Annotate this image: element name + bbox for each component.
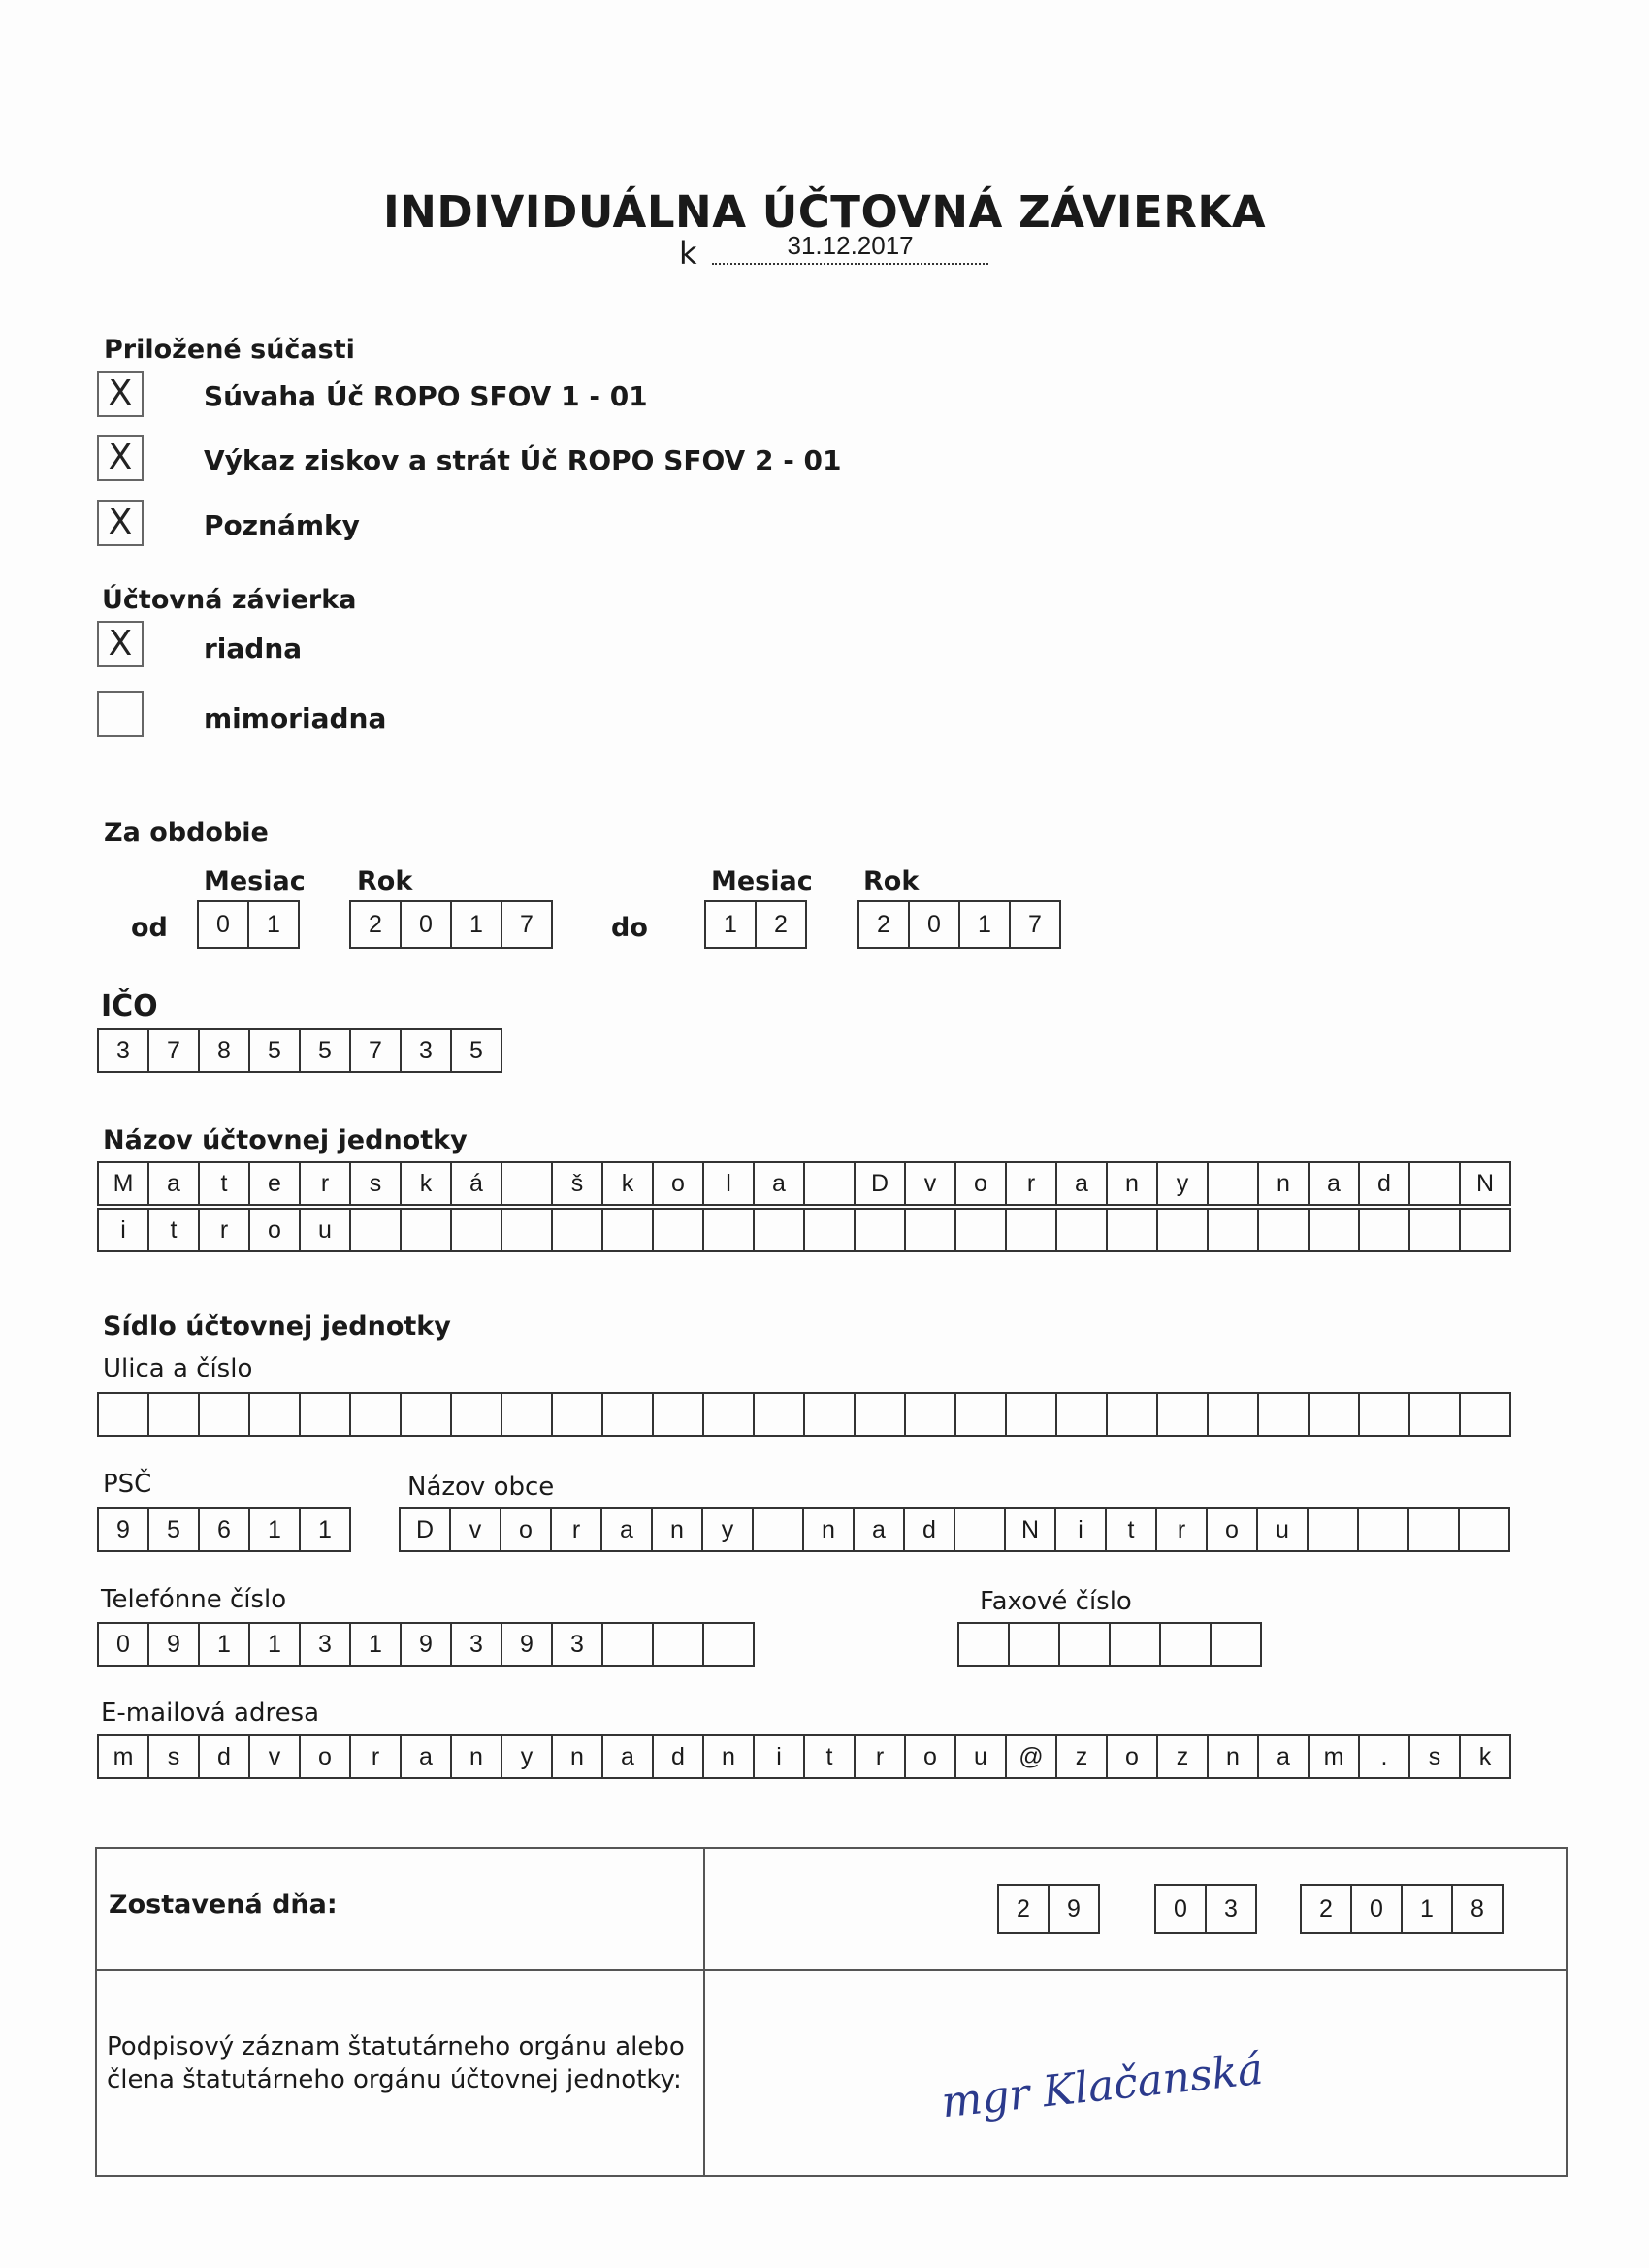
cell[interactable] — [803, 1161, 856, 1206]
attached-heading: Priložené súčasti — [104, 335, 355, 365]
cell[interactable] — [349, 1392, 402, 1437]
checkbox-extraordinary[interactable] — [97, 691, 144, 737]
handwritten-signature: mgr Klačanská — [939, 2044, 1266, 2128]
cell[interactable]: m — [97, 1734, 149, 1779]
cell[interactable] — [450, 1208, 502, 1252]
to-month-label: Mesiac — [711, 866, 813, 896]
email-label: E-mailová adresa — [101, 1699, 320, 1728]
cell[interactable] — [904, 1208, 956, 1252]
cell[interactable] — [400, 1392, 452, 1437]
cell[interactable] — [601, 1392, 654, 1437]
cell[interactable]: n — [802, 1507, 855, 1552]
cell[interactable] — [1109, 1622, 1161, 1667]
cell[interactable]: 1 — [198, 1622, 250, 1667]
cell[interactable] — [1407, 1507, 1460, 1552]
cell[interactable]: 1 — [349, 1622, 402, 1667]
label-profit-loss: Výkaz ziskov a strát Úč ROPO SFOV 2 - 01 — [204, 444, 842, 476]
table-divider-horizontal — [95, 1969, 1568, 1971]
cell[interactable]: s — [1408, 1734, 1461, 1779]
cell[interactable]: 3 — [97, 1028, 149, 1073]
cell[interactable]: n — [1207, 1734, 1259, 1779]
cell[interactable]: s — [349, 1161, 402, 1206]
cell[interactable] — [450, 1392, 502, 1437]
cell[interactable]: r — [1155, 1507, 1208, 1552]
period-heading: Za obdobie — [104, 818, 269, 848]
date-value: 31.12.2017 — [712, 231, 988, 265]
signature-label — [107, 2030, 685, 2096]
cell[interactable]: v — [904, 1161, 956, 1206]
cell[interactable]: o — [1106, 1734, 1158, 1779]
cell[interactable]: N — [1004, 1507, 1056, 1552]
cell[interactable]: a — [1257, 1734, 1310, 1779]
cell[interactable]: z — [1156, 1734, 1209, 1779]
cell[interactable]: 9 — [501, 1622, 553, 1667]
cell[interactable]: 0 — [400, 900, 452, 949]
cell[interactable] — [601, 1208, 654, 1252]
cell[interactable] — [1358, 1208, 1410, 1252]
cell[interactable] — [1055, 1392, 1108, 1437]
cell[interactable]: 8 — [1451, 1884, 1504, 1934]
cell[interactable] — [1156, 1392, 1209, 1437]
cell[interactable]: 0 — [1154, 1884, 1207, 1934]
ico-grid[interactable] — [97, 1028, 502, 1073]
cell[interactable] — [248, 1392, 301, 1437]
cell[interactable] — [501, 1392, 553, 1437]
cell[interactable]: 0 — [197, 900, 249, 949]
cell[interactable]: d — [903, 1507, 955, 1552]
name-row-1[interactable] — [97, 1161, 1511, 1206]
cell[interactable]: 1 — [704, 900, 757, 949]
cell[interactable]: 5 — [248, 1028, 301, 1073]
cell[interactable]: r — [198, 1208, 250, 1252]
cell[interactable]: 3 — [299, 1622, 351, 1667]
cell[interactable]: a — [853, 1507, 905, 1552]
cell[interactable]: a — [753, 1161, 805, 1206]
cell[interactable]: @ — [1005, 1734, 1057, 1779]
cell[interactable]: d — [652, 1734, 704, 1779]
cell[interactable]: t — [803, 1734, 856, 1779]
cell[interactable] — [349, 1208, 402, 1252]
cell[interactable] — [198, 1392, 250, 1437]
psc-label: PSČ — [103, 1470, 152, 1499]
document-title: INDIVIDUÁLNA ÚČTOVNÁ ZÁVIERKA — [382, 186, 1267, 238]
cell[interactable]: . — [1358, 1734, 1410, 1779]
cell[interactable] — [1257, 1392, 1310, 1437]
fax-label: Faxové číslo — [980, 1587, 1132, 1616]
cell[interactable] — [1106, 1208, 1158, 1252]
cell[interactable] — [601, 1622, 654, 1667]
checkbox-balance[interactable]: X — [97, 371, 144, 417]
cell[interactable]: o — [954, 1161, 1007, 1206]
cell[interactable]: i — [753, 1734, 805, 1779]
cell[interactable] — [954, 1392, 1007, 1437]
cell[interactable] — [753, 1392, 805, 1437]
cell[interactable] — [1055, 1208, 1108, 1252]
cell[interactable] — [1408, 1392, 1461, 1437]
cell[interactable] — [1307, 1507, 1359, 1552]
cell[interactable]: t — [1105, 1507, 1157, 1552]
compiled-day-grid[interactable] — [997, 1884, 1100, 1934]
compiled-label: Zostavená dňa: — [109, 1890, 338, 1920]
cell[interactable]: 3 — [1205, 1884, 1257, 1934]
cell[interactable]: o — [299, 1734, 351, 1779]
label-balance: Súvaha Úč ROPO SFOV 1 - 01 — [204, 380, 648, 412]
fax-grid[interactable] — [957, 1622, 1262, 1667]
checkbox-profit-loss[interactable]: X — [97, 435, 144, 481]
cell[interactable]: k — [400, 1161, 452, 1206]
cell[interactable]: v — [248, 1734, 301, 1779]
cell[interactable] — [1358, 1392, 1410, 1437]
cell[interactable] — [1308, 1208, 1360, 1252]
cell[interactable]: 3 — [400, 1028, 452, 1073]
cell[interactable] — [954, 1208, 1007, 1252]
cell[interactable] — [854, 1208, 906, 1252]
cell[interactable]: a — [147, 1161, 200, 1206]
cell[interactable]: y — [501, 1734, 553, 1779]
cell[interactable] — [702, 1208, 755, 1252]
cell[interactable] — [1459, 1392, 1511, 1437]
cell[interactable]: 1 — [299, 1507, 351, 1552]
cell[interactable]: a — [600, 1507, 653, 1552]
cell[interactable]: 9 — [400, 1622, 452, 1667]
cell[interactable]: 2 — [349, 900, 402, 949]
cell[interactable] — [1008, 1622, 1060, 1667]
cell[interactable] — [1207, 1392, 1259, 1437]
cell[interactable]: D — [399, 1507, 451, 1552]
cell[interactable] — [803, 1392, 856, 1437]
cell[interactable] — [1005, 1208, 1057, 1252]
label-ordinary: riadna — [204, 632, 303, 664]
from-label: od — [131, 913, 168, 943]
cell[interactable]: 0 — [1350, 1884, 1403, 1934]
cell[interactable] — [1207, 1208, 1259, 1252]
cell[interactable]: d — [1358, 1161, 1410, 1206]
cell[interactable] — [702, 1622, 755, 1667]
cell[interactable]: n — [651, 1507, 703, 1552]
cell[interactable]: t — [147, 1208, 200, 1252]
cell[interactable]: i — [97, 1208, 149, 1252]
cell[interactable]: 5 — [450, 1028, 502, 1073]
cell[interactable]: r — [349, 1734, 402, 1779]
to-year-grid[interactable] — [857, 900, 1061, 949]
cell[interactable]: k — [1459, 1734, 1511, 1779]
cell[interactable]: n — [551, 1734, 603, 1779]
cell[interactable] — [954, 1507, 1006, 1552]
cell[interactable] — [1408, 1161, 1461, 1206]
cell[interactable]: s — [147, 1734, 200, 1779]
label-notes: Poznámky — [204, 509, 360, 541]
cell[interactable]: 2 — [1300, 1884, 1352, 1934]
ico-label: IČO — [101, 989, 158, 1023]
compiled-year-grid[interactable] — [1300, 1884, 1504, 1934]
cell[interactable] — [1458, 1507, 1510, 1552]
email-grid[interactable] — [97, 1734, 1511, 1779]
cell[interactable]: y — [1156, 1161, 1209, 1206]
from-year-grid[interactable] — [349, 900, 553, 949]
cell[interactable]: M — [97, 1161, 149, 1206]
cell[interactable]: r — [299, 1161, 351, 1206]
street-grid[interactable] — [97, 1392, 1511, 1437]
cell[interactable]: a — [601, 1734, 654, 1779]
cell[interactable]: v — [449, 1507, 501, 1552]
cell[interactable] — [957, 1622, 1010, 1667]
from-month-grid[interactable] — [197, 900, 300, 949]
cell[interactable] — [652, 1622, 704, 1667]
cell[interactable]: 8 — [198, 1028, 250, 1073]
cell[interactable] — [1308, 1392, 1360, 1437]
table-divider-vertical — [703, 1847, 705, 2177]
cell[interactable] — [803, 1208, 856, 1252]
cell[interactable]: 5 — [147, 1507, 200, 1552]
cell[interactable]: z — [1055, 1734, 1108, 1779]
cell[interactable]: k — [601, 1161, 654, 1206]
cell[interactable]: 1 — [248, 1507, 301, 1552]
cell[interactable]: u — [954, 1734, 1007, 1779]
cell[interactable] — [551, 1208, 603, 1252]
cell[interactable]: 7 — [349, 1028, 402, 1073]
cell[interactable]: 2 — [857, 900, 910, 949]
cell[interactable]: 1 — [958, 900, 1011, 949]
cell[interactable]: 1 — [247, 900, 300, 949]
cell[interactable]: o — [904, 1734, 956, 1779]
cell[interactable]: e — [248, 1161, 301, 1206]
cell[interactable] — [752, 1507, 804, 1552]
cell[interactable]: 0 — [97, 1622, 149, 1667]
cell[interactable]: 9 — [147, 1622, 200, 1667]
compiled-month-grid[interactable] — [1154, 1884, 1257, 1934]
cell[interactable] — [551, 1392, 603, 1437]
cell[interactable]: n — [1106, 1161, 1158, 1206]
cell[interactable]: y — [701, 1507, 754, 1552]
cell[interactable]: 1 — [248, 1622, 301, 1667]
cell[interactable] — [1159, 1622, 1212, 1667]
cell[interactable] — [1005, 1392, 1057, 1437]
cell[interactable]: t — [198, 1161, 250, 1206]
name-row-2[interactable] — [97, 1208, 1511, 1252]
cell[interactable]: 3 — [551, 1622, 603, 1667]
cell[interactable] — [1257, 1208, 1310, 1252]
cell[interactable]: o — [652, 1161, 704, 1206]
cell[interactable] — [1106, 1392, 1158, 1437]
cell[interactable]: 2 — [755, 900, 807, 949]
cell[interactable]: N — [1459, 1161, 1511, 1206]
cell[interactable] — [1058, 1622, 1111, 1667]
closing-heading: Účtovná závierka — [102, 585, 357, 615]
cell[interactable] — [1459, 1208, 1511, 1252]
cell[interactable]: 2 — [997, 1884, 1050, 1934]
cell[interactable] — [1210, 1622, 1262, 1667]
cell[interactable]: n — [702, 1734, 755, 1779]
cell[interactable]: o — [500, 1507, 552, 1552]
from-year-label: Rok — [357, 866, 413, 896]
cell[interactable] — [400, 1208, 452, 1252]
cell[interactable]: 3 — [450, 1622, 502, 1667]
cell[interactable]: 1 — [450, 900, 502, 949]
cell[interactable]: m — [1308, 1734, 1360, 1779]
signature-label-line-2: člena štatutárneho orgánu účtovnej jednotky: — [107, 2065, 682, 2094]
cell[interactable]: 0 — [908, 900, 960, 949]
cell[interactable]: r — [550, 1507, 602, 1552]
phone-grid[interactable] — [97, 1622, 755, 1667]
from-month-label: Mesiac — [204, 866, 306, 896]
date-prefix: k — [679, 235, 697, 272]
cell[interactable] — [652, 1208, 704, 1252]
cell[interactable] — [501, 1208, 553, 1252]
cell[interactable] — [97, 1392, 149, 1437]
cell[interactable]: á — [450, 1161, 502, 1206]
cell[interactable]: n — [1257, 1161, 1310, 1206]
cell[interactable]: r — [854, 1734, 906, 1779]
cell[interactable] — [1357, 1507, 1409, 1552]
date-line — [679, 231, 988, 275]
cell[interactable]: u — [299, 1208, 351, 1252]
cell[interactable] — [147, 1392, 200, 1437]
cell[interactable]: a — [400, 1734, 452, 1779]
cell[interactable]: l — [702, 1161, 755, 1206]
cell[interactable] — [1156, 1208, 1209, 1252]
cell[interactable]: a — [1308, 1161, 1360, 1206]
cell[interactable] — [1408, 1208, 1461, 1252]
to-month-grid[interactable] — [704, 900, 807, 949]
cell[interactable]: š — [551, 1161, 603, 1206]
to-year-label: Rok — [863, 866, 920, 896]
cell[interactable]: a — [1055, 1161, 1108, 1206]
cell[interactable] — [904, 1392, 956, 1437]
signature-label-line-1: Podpisový záznam štatutárneho orgánu alebo — [107, 2032, 685, 2061]
cell[interactable] — [702, 1392, 755, 1437]
cell[interactable] — [854, 1392, 906, 1437]
cell[interactable]: 1 — [1401, 1884, 1453, 1934]
cell[interactable] — [753, 1208, 805, 1252]
street-label: Ulica a číslo — [103, 1354, 253, 1383]
name-label: Názov účtovnej jednotky — [103, 1125, 468, 1155]
psc-grid[interactable] — [97, 1507, 351, 1552]
cell[interactable] — [1207, 1161, 1259, 1206]
cell[interactable]: D — [854, 1161, 906, 1206]
cell[interactable]: u — [1256, 1507, 1309, 1552]
cell[interactable]: n — [450, 1734, 502, 1779]
cell[interactable]: o — [1206, 1507, 1258, 1552]
checkbox-notes[interactable]: X — [97, 500, 144, 546]
cell[interactable]: 7 — [1009, 900, 1061, 949]
cell[interactable] — [501, 1161, 553, 1206]
cell[interactable]: 7 — [501, 900, 553, 949]
cell[interactable]: d — [198, 1734, 250, 1779]
cell[interactable]: 7 — [147, 1028, 200, 1073]
phone-label: Telefónne číslo — [101, 1585, 287, 1614]
cell[interactable]: 9 — [97, 1507, 149, 1552]
cell[interactable]: r — [1005, 1161, 1057, 1206]
cell[interactable] — [299, 1392, 351, 1437]
cell[interactable] — [652, 1392, 704, 1437]
to-label: do — [611, 913, 648, 943]
cell[interactable]: 5 — [299, 1028, 351, 1073]
label-extraordinary: mimoriadna — [204, 702, 387, 734]
seat-label: Sídlo účtovnej jednotky — [103, 1312, 451, 1342]
cell[interactable]: o — [248, 1208, 301, 1252]
cell[interactable]: 6 — [198, 1507, 250, 1552]
town-grid[interactable] — [399, 1507, 1510, 1552]
cell[interactable]: 9 — [1048, 1884, 1100, 1934]
checkbox-ordinary[interactable]: X — [97, 621, 144, 667]
town-label: Názov obce — [407, 1473, 555, 1502]
cell[interactable]: i — [1054, 1507, 1107, 1552]
